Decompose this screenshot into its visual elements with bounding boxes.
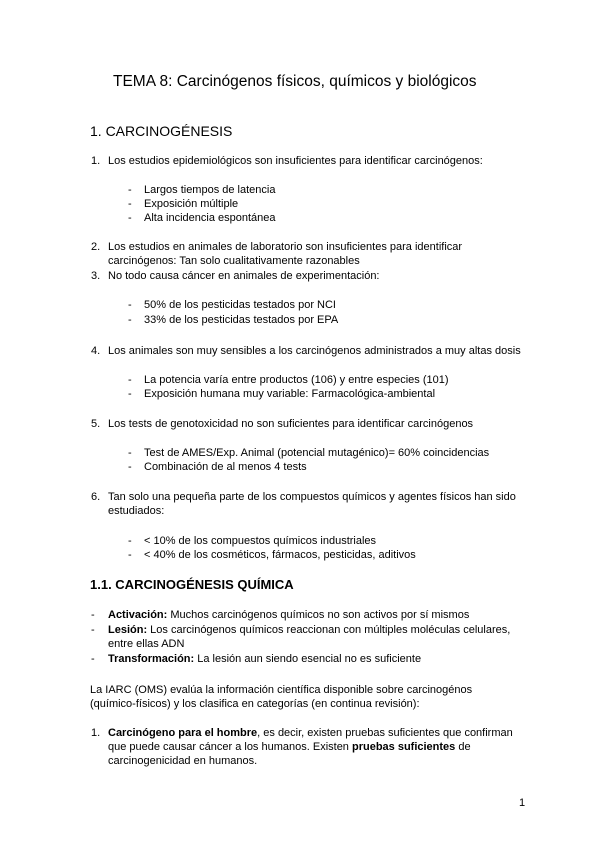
- dash-marker: -: [128, 447, 132, 459]
- sub-item: < 10% de los compuestos químicos industriales: [144, 535, 377, 547]
- bullet-term: Lesión:: [108, 624, 148, 636]
- dash-marker: -: [128, 461, 132, 473]
- sub-item: Largos tiempos de latencia: [144, 184, 276, 196]
- sub-item: Exposición múltiple: [144, 198, 239, 210]
- dash-marker: -: [128, 388, 132, 400]
- subsection-heading: 1.1. CARCINOGÉNESIS QUÍMICA: [90, 577, 294, 592]
- sub-item: Test de AMES/Exp. Animal (potencial mutagénico)= 60% coincidencias: [144, 447, 490, 459]
- dash-marker: -: [128, 374, 132, 386]
- dash-marker: -: [128, 549, 132, 561]
- item-number: 4.: [91, 345, 101, 357]
- section-heading: 1. CARCINOGÉNESIS: [90, 123, 233, 139]
- dash-marker: -: [128, 535, 132, 547]
- bullet-continuation: entre ellas ADN: [108, 638, 185, 650]
- page-title: TEMA 8: Carcinógenos físicos, químicos y biológicos: [113, 73, 477, 90]
- bullet-text: Muchos carcinógenos químicos no son activos por sí mismos: [167, 609, 470, 621]
- bullet-item: [108, 609, 469, 621]
- list-item-line: [108, 727, 513, 739]
- item-text: estudiados:: [108, 505, 165, 517]
- bullet-text: Los carcinógenos químicos reaccionan con múltiples moléculas celulares,: [147, 624, 511, 636]
- list-term: pruebas suficientes: [351, 741, 456, 753]
- item-text: No todo causa cáncer en animales de experimentación:: [108, 270, 380, 282]
- bullet-text: La lesión aun siendo esencial no es suficiente: [194, 653, 422, 665]
- item-text: Tan solo una pequeña parte de los compuestos químicos y agentes físicos han sido: [108, 491, 516, 503]
- sub-item: Exposición humana muy variable: Farmacológica-ambiental: [144, 388, 436, 400]
- item-text: Los estudios en animales de laboratorio son insuficientes para identificar: [108, 241, 463, 253]
- dash-marker: -: [128, 198, 132, 210]
- item-number: 6.: [91, 491, 101, 503]
- list-item-line: carcinogenicidad en humanos.: [108, 755, 258, 767]
- bullet-term: Transformación:: [108, 653, 195, 665]
- sub-item: Combinación de al menos 4 tests: [144, 461, 307, 473]
- sub-item: Alta incidencia espontánea: [144, 212, 276, 224]
- dash-marker: -: [128, 212, 132, 224]
- dash-marker: -: [91, 653, 95, 665]
- paragraph-line: La IARC (OMS) evalúa la información científica disponible sobre carcinogénos: [90, 684, 473, 696]
- dash-marker: -: [91, 624, 95, 636]
- item-text: Los animales son muy sensibles a los carcinógenos administrados a muy altas dosis: [108, 345, 521, 357]
- dash-marker: -: [128, 299, 132, 311]
- list-term: Carcinógeno para el hombre: [108, 727, 258, 739]
- bullet-item: [108, 624, 510, 636]
- item-number: 3.: [91, 270, 101, 282]
- list-text: , es decir, existen pruebas suficientes que confirman: [257, 727, 513, 739]
- item-number: 2.: [91, 241, 101, 253]
- paragraph-line: (químico-físicos) y los clasifica en categorías (en continua revisión):: [90, 698, 420, 710]
- list-item-line: [108, 741, 471, 753]
- sub-item: La potencia varía entre productos (106) y entre especies (101): [144, 374, 449, 386]
- dash-marker: -: [128, 314, 132, 326]
- page-number: 1: [519, 797, 526, 809]
- sub-item: 50% de los pesticidas testados por NCI: [144, 299, 336, 311]
- item-text: Los estudios epidemiológicos son insuficientes para identificar carcinógenos:: [108, 155, 483, 167]
- list-text: que puede causar cáncer a los humanos. Existen: [108, 741, 352, 753]
- bullet-term: Activación:: [108, 609, 168, 621]
- item-text: carcinógenos: Tan solo cualitativamente razonables: [108, 255, 360, 267]
- sub-item: 33% de los pesticidas testados por EPA: [144, 314, 339, 326]
- bullet-item: [108, 653, 421, 665]
- dash-marker: -: [128, 184, 132, 196]
- sub-item: < 40% de los cosméticos, fármacos, pesticidas, aditivos: [144, 549, 416, 561]
- item-number: 5.: [91, 418, 101, 430]
- dash-marker: -: [91, 609, 95, 621]
- item-text: Los tests de genotoxicidad no son suficientes para identificar carcinógenos: [108, 418, 474, 430]
- list-text: de: [455, 741, 471, 753]
- item-number: 1.: [91, 727, 101, 739]
- item-number: 1.: [91, 155, 101, 167]
